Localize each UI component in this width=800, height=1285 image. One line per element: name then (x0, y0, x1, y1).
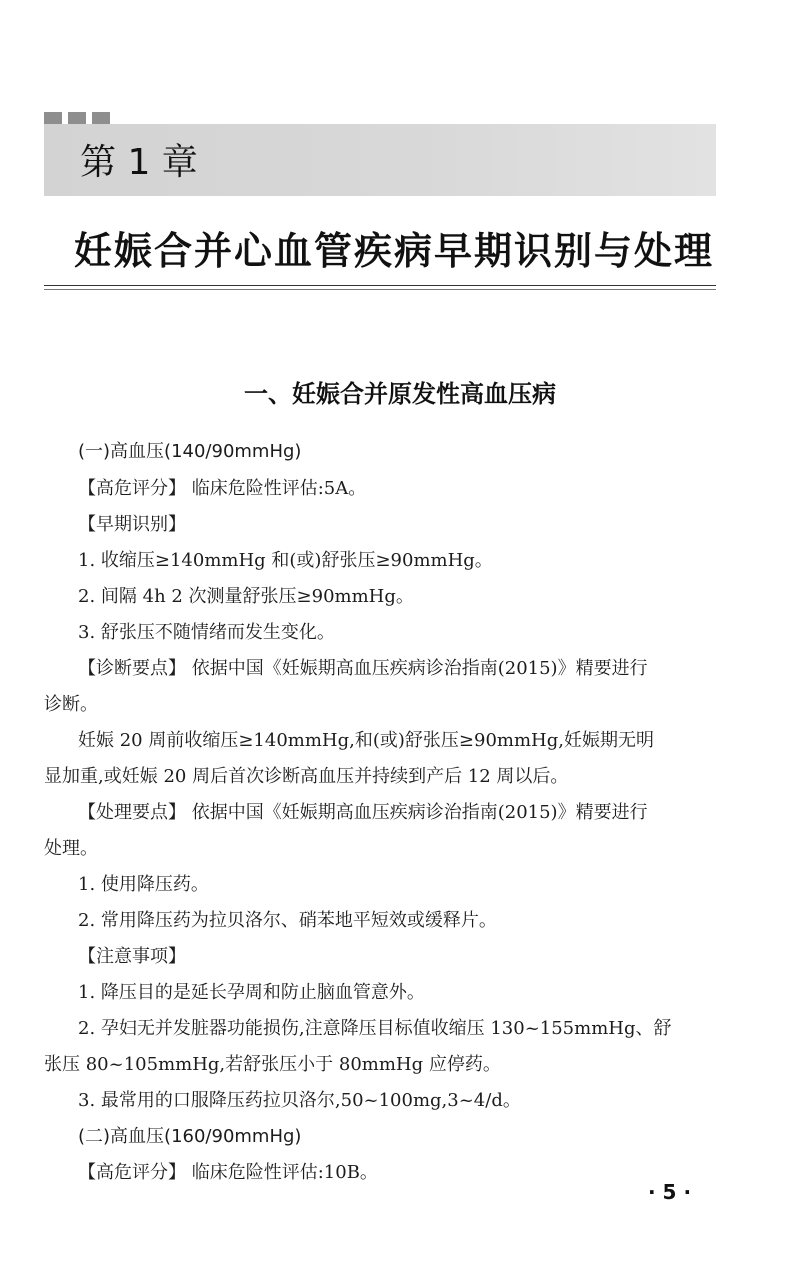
body-line: 2. 常用降压药为拉贝洛尔、硝苯地平短效或缓释片。 (78, 910, 497, 931)
title-divider (44, 289, 716, 290)
body-line: 显加重,或妊娠 20 周后首次诊断高血压并持续到产后 12 周以后。 (44, 766, 569, 787)
body-line: 1. 使用降压药。 (78, 874, 209, 895)
body-line: 3. 最常用的口服降压药拉贝洛尔,50~100mg,3~4/d。 (78, 1090, 521, 1111)
title-divider (44, 285, 716, 286)
body-line: 2. 间隔 4h 2 次测量舒张压≥90mmHg。 (78, 586, 414, 607)
body-line: 诊断。 (44, 694, 98, 715)
body-line: 张压 80~105mmHg,若舒张压小于 80mmHg 应停药。 (44, 1054, 501, 1075)
body-line: 处理。 (44, 838, 98, 859)
body-line: 3. 舒张压不随情绪而发生变化。 (78, 622, 335, 643)
body-line: 【高危评分】 临床危险性评估:5A。 (78, 478, 367, 499)
subsection-heading: (一)高血压(140/90mmHg) (78, 441, 302, 462)
chapter-label: 第 1 章 (80, 142, 198, 183)
subsection-heading: (二)高血压(160/90mmHg) (78, 1126, 302, 1147)
body-line: 【高危评分】 临床危险性评估:10B。 (78, 1162, 378, 1183)
body-line: 【早期识别】 (78, 514, 186, 535)
chapter-title: 妊娠合并心血管疾病早期识别与处理 (73, 229, 714, 273)
page-number: · 5 · (648, 1180, 692, 1204)
section-title: 一、妊娠合并原发性高血压病 (244, 380, 556, 408)
body-line: 【处理要点】 依据中国《妊娠期高血压疾病诊治指南(2015)》精要进行 (78, 802, 648, 823)
body-line: 妊娠 20 周前收缩压≥140mmHg,和(或)舒张压≥90mmHg,妊娠期无明 (78, 730, 654, 751)
body-line: 【注意事项】 (78, 946, 186, 967)
body-line: 1. 降压目的是延长孕周和防止脑血管意外。 (78, 982, 425, 1003)
body-line: 【诊断要点】 依据中国《妊娠期高血压疾病诊治指南(2015)》精要进行 (78, 658, 648, 679)
body-line: 2. 孕妇无并发脏器功能损伤,注意降压目标值收缩压 130~155mmHg、舒 (78, 1018, 672, 1039)
body-line: 1. 收缩压≥140mmHg 和(或)舒张压≥90mmHg。 (78, 550, 493, 571)
